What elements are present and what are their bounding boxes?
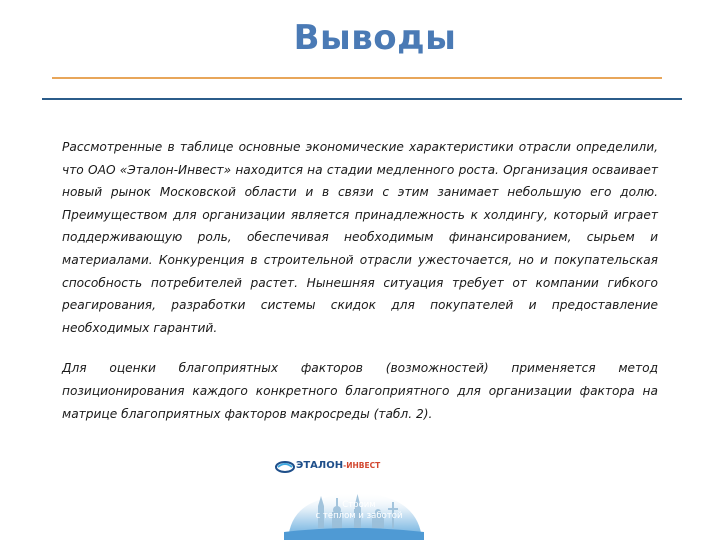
paragraph-method: Для оценки благоприятных факторов (возможностей) применяется метод позиционирования каждого конкретного благоприятного для организации фактора на матрице благоприятных факторов макросреды (табл. 2).	[62, 361, 658, 421]
logo-slogan-line-1: Строим	[342, 500, 376, 510]
paragraph-conclusions: Рассмотренные в таблице основные экономические характеристики отрасли определили, что ОАО «Эталон-Инвест» находится на стадии медленного роста. Организация осваивает новый рынок Московской области и в связи с этим занимает небольшую его долю. Преимуществом для организации является принадлежность к холдингу, который играет поддерживающую роль, обеспечивая необходимым финансированием, сырьем и материалами. Конкуренция в строительной отрасли ужесточается, но и покупательская способность потребителей растет. Нынешняя ситуация требует от компании гибкого реагирования, разработки системы скидок для покупателей и предоставление необходимых гарантий.	[62, 140, 658, 335]
logo-name-main: ЭТАЛОН	[296, 460, 344, 471]
page-title: Выводы	[293, 18, 457, 58]
logo-slogan	[304, 500, 414, 522]
logo-name-suffix: -ИНВЕСТ	[343, 461, 381, 470]
divider-blue	[42, 98, 682, 100]
divider-orange	[52, 77, 662, 79]
logo-mark-icon	[274, 460, 296, 474]
company-logo	[268, 452, 428, 540]
body-text	[62, 136, 658, 425]
logo-slogan-line-2: с теплом и заботой	[315, 511, 403, 521]
logo-name	[296, 460, 380, 471]
